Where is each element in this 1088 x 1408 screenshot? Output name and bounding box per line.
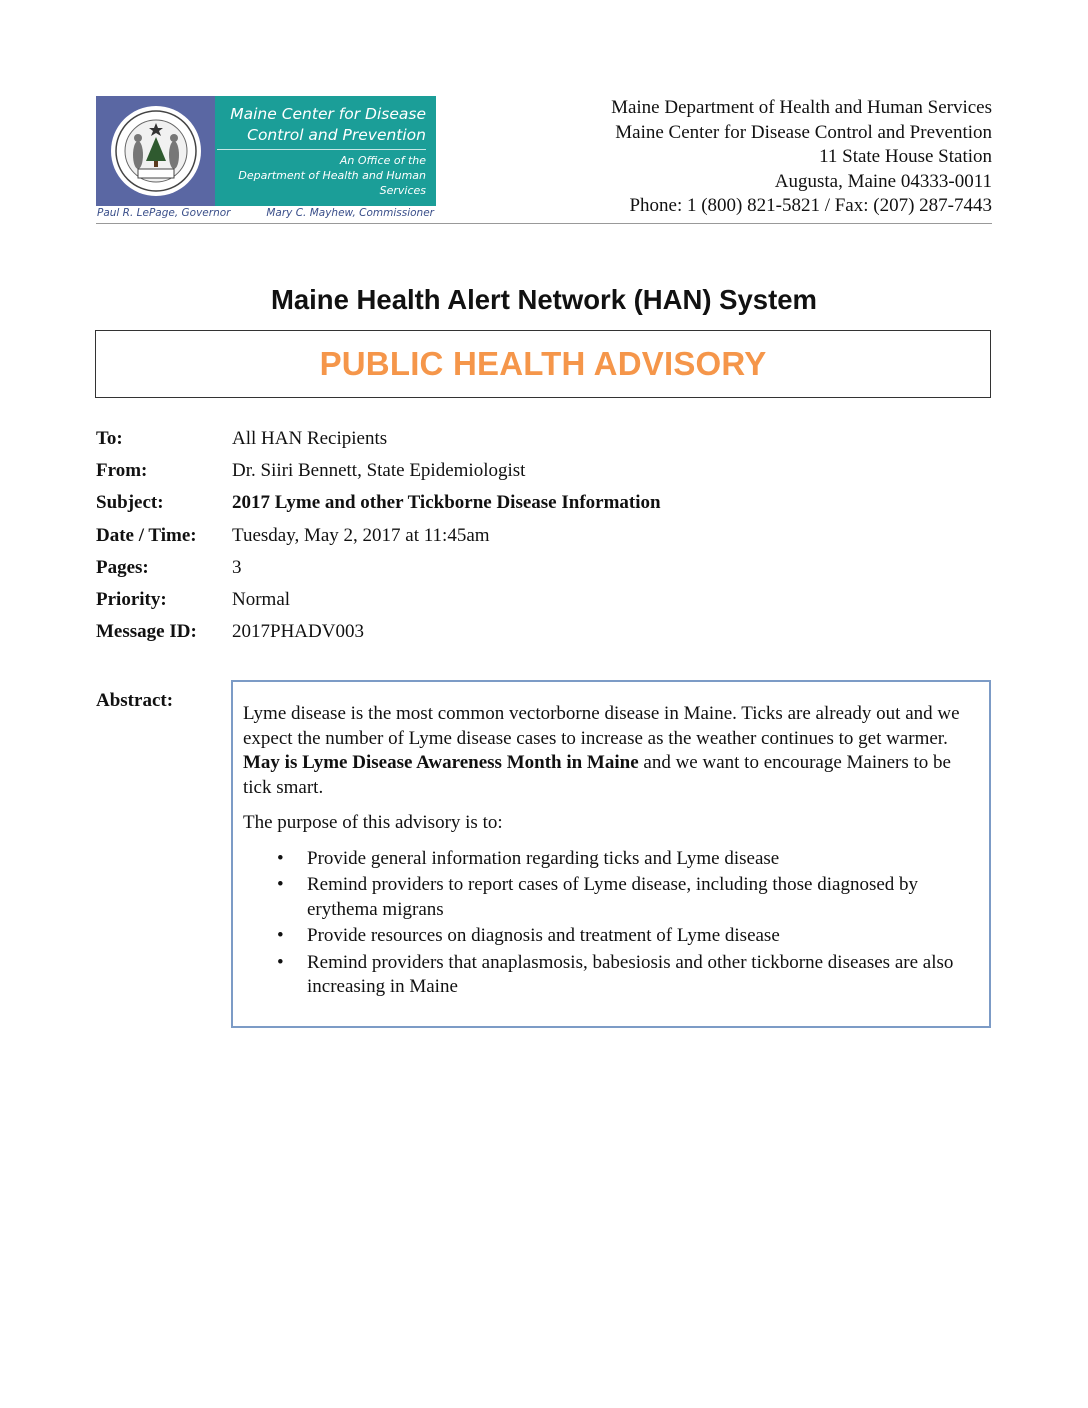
org-name-panel bbox=[215, 96, 436, 206]
org-subtitle bbox=[215, 153, 426, 198]
org-subtitle-line1: An Office of the bbox=[339, 154, 426, 167]
commissioner-name: Mary C. Mayhew, Commissioner bbox=[266, 207, 434, 219]
abstract-p1-bold: May is Lyme Disease Awareness Month in Maine bbox=[243, 752, 639, 773]
field-to bbox=[96, 426, 992, 458]
list-item: • Remind providers that anaplasmosis, babesiosis and other tickborne diseases are also increasing in Maine bbox=[277, 951, 977, 1000]
field-label: Pages: bbox=[96, 556, 149, 578]
field-label: Priority: bbox=[96, 588, 167, 610]
org-name-line2: Control and Prevention bbox=[247, 126, 426, 144]
address-block bbox=[611, 96, 992, 219]
maine-state-seal-panel bbox=[96, 96, 215, 206]
field-value: 2017PHADV003 bbox=[232, 621, 364, 643]
list-item: • Provide general information regarding ticks and Lyme disease bbox=[277, 847, 977, 872]
field-value: Tuesday, May 2, 2017 at 11:45am bbox=[232, 524, 490, 546]
field-from bbox=[96, 458, 992, 490]
system-title: Maine Health Alert Network (HAN) System bbox=[270, 284, 818, 315]
memo-fields bbox=[96, 426, 992, 651]
logo-footer bbox=[96, 207, 436, 221]
field-label: Message ID: bbox=[96, 621, 197, 643]
address-line2: Maine Center for Disease Control and Prevention bbox=[615, 121, 992, 143]
abstract-p1-end: and we want to encourage Mainers to be tick smart. bbox=[243, 752, 951, 798]
field-value: All HAN Recipients bbox=[232, 428, 388, 449]
field-priority bbox=[96, 587, 992, 619]
field-date-time bbox=[96, 523, 992, 555]
abstract-box bbox=[231, 680, 991, 1028]
letterhead-logo bbox=[96, 96, 438, 222]
address-line3: 11 State House Station bbox=[819, 146, 992, 168]
address-line5: Phone: 1 (800) 821-5821 / Fax: (207) 287-7443 bbox=[629, 195, 992, 217]
field-label: Subject: bbox=[96, 492, 164, 514]
org-name-line1: Maine Center for Disease bbox=[230, 105, 426, 123]
purpose-list bbox=[243, 847, 977, 1000]
field-value: 2017 Lyme and other Tickborne Disease Information bbox=[232, 492, 661, 514]
field-label: From: bbox=[96, 460, 148, 482]
header-divider bbox=[96, 223, 992, 224]
advisory-title: PUBLIC HEALTH ADVISORY bbox=[319, 345, 767, 382]
address-line4: Augusta, Maine 04333-0011 bbox=[774, 170, 992, 192]
abstract-p1-start: Lyme disease is the most common vectorborne disease in Maine. Ticks are already out and we expect the number of Lyme disease cases to increase as the weather continues to get warmer. bbox=[243, 703, 960, 749]
field-value: 3 bbox=[232, 556, 242, 578]
governor-name: Paul R. LePage, Governor bbox=[97, 207, 231, 219]
field-subject bbox=[96, 490, 992, 522]
maine-state-seal-icon bbox=[108, 103, 204, 199]
field-message-id bbox=[96, 619, 992, 651]
org-subtitle-line2: Department of Health and Human Services bbox=[238, 169, 426, 197]
abstract-label: Abstract: bbox=[96, 690, 174, 711]
abstract-paragraph-1 bbox=[243, 702, 977, 800]
field-value: Dr. Siiri Bennett, State Epidemiologist bbox=[232, 460, 526, 482]
field-pages bbox=[96, 555, 992, 587]
logo-banner bbox=[96, 96, 436, 206]
field-label: To: bbox=[96, 428, 123, 449]
list-item: • Provide resources on diagnosis and treatment of Lyme disease bbox=[277, 924, 977, 949]
address-line1: Maine Department of Health and Human Services bbox=[611, 97, 992, 118]
field-value: Normal bbox=[232, 588, 291, 610]
advisory-banner bbox=[95, 330, 991, 398]
org-divider bbox=[217, 149, 426, 150]
abstract-paragraph-2: The purpose of this advisory is to: bbox=[243, 812, 503, 833]
org-name bbox=[230, 104, 426, 146]
list-item: • Remind providers to report cases of Lyme disease, including those diagnosed by erythema migrans bbox=[277, 873, 977, 922]
field-label: Date / Time: bbox=[96, 524, 197, 546]
